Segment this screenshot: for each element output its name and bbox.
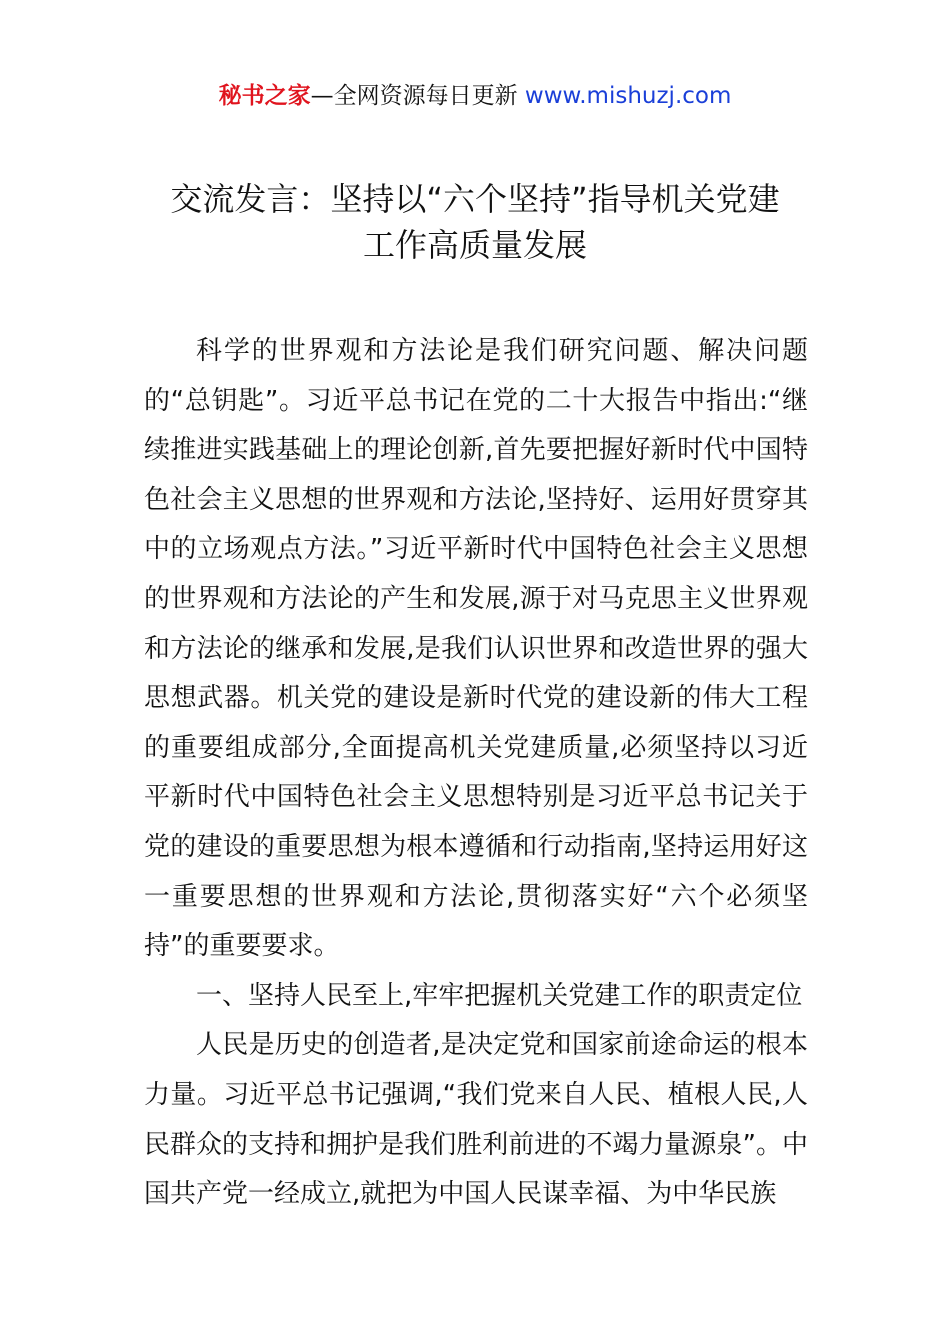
document-body <box>144 327 808 1220</box>
site-header <box>0 80 950 112</box>
site-brand: 秘书之家 <box>218 83 311 109</box>
site-url[interactable]: www.mishuzj.com <box>524 83 732 109</box>
section-heading-1: 一、坚持人民至上,牢牢把握机关党建工作的职责定位 <box>196 980 803 1011</box>
title-line-2: 工作高质量发展 <box>362 226 587 264</box>
document-title <box>0 176 950 268</box>
site-tagline: —全网资源每日更新 <box>310 83 525 109</box>
body-paragraph-2: 人民是历史的创造者,是决定党和国家前途命运的根本力量。习近平总书记强调,“我们党来自人民、植根人民,人民群众的支持和拥护是我们胜利前进的不竭力量源泉”。中国共产党一经成立,就把为中国人民谋幸福、为中华民族 <box>144 1030 808 1210</box>
body-paragraph-1: 科学的世界观和方法论是我们研究问题、解决问题的“总钥匙”。习近平总书记在党的二十大报告中指出:“继续推进实践基础上的理论创新,首先要把握好新时代中国特色社会主义思想的世界观和方法论,坚持好、运用好贯穿其中的立场观点方法。”习近平新时代中国特色社会主义思想的世界观和方法论的产生和发展,源于对马克思主义世界观和方法论的继承和发展,是我们认识世界和改造世界的强大思想武器。机关党的建设是新时代党的建设新的伟大工程的重要组成部分,全面提高机关党建质量,必须坚持以习近平新时代中国特色社会主义思想特别是习近平总书记关于党的建设的重要思想为根本遵循和行动指南,坚持运用好这一重要思想的世界观和方法论,贯彻落实好“六个必须坚持”的重要要求。 <box>144 336 808 962</box>
title-line-1: 交流发言：坚持以“六个坚持”指导机关党建 <box>170 180 780 218</box>
